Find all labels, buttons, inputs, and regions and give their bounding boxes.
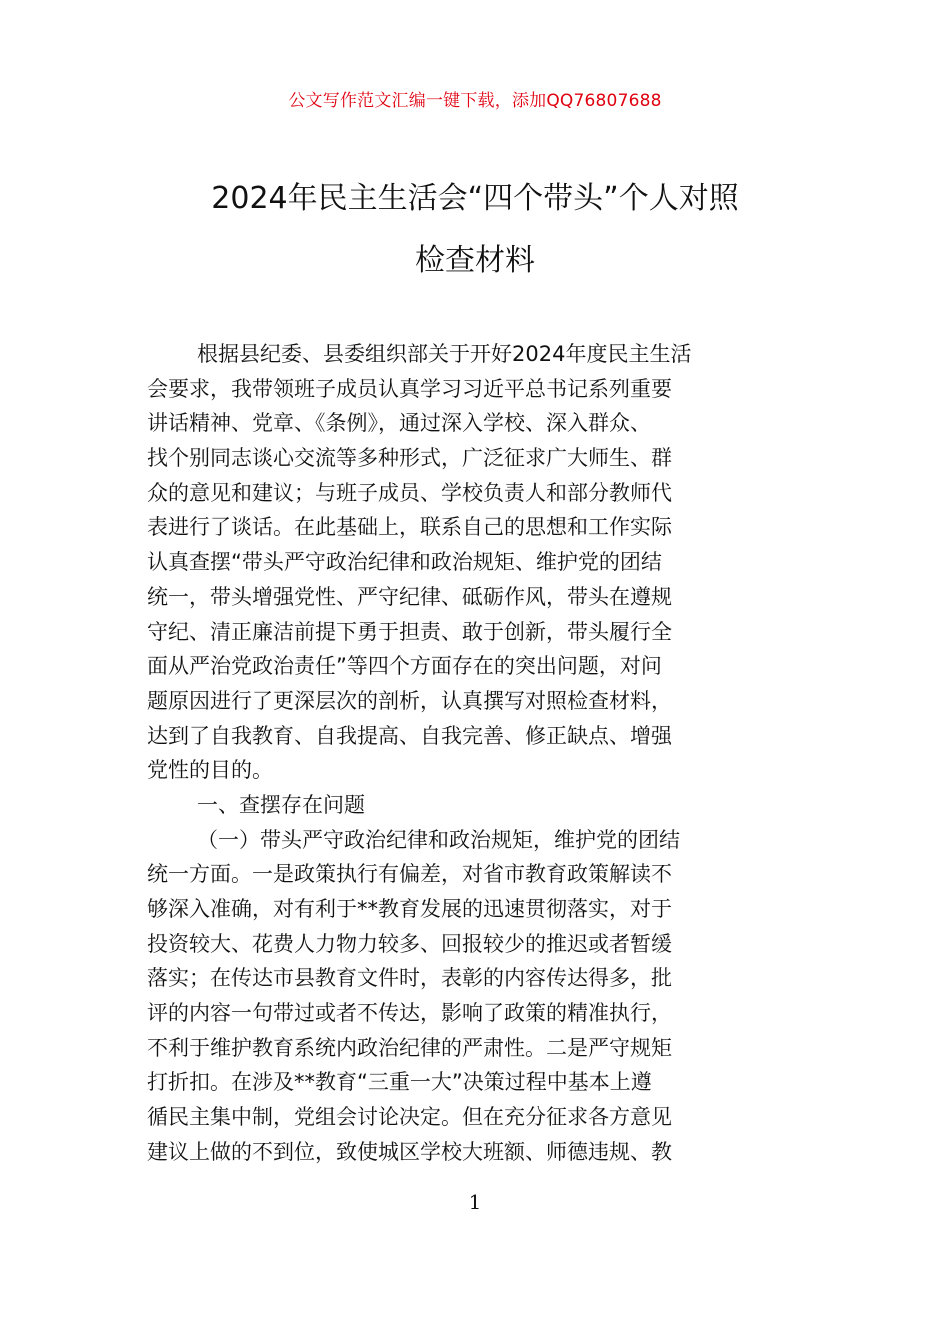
paragraph-line: 众的意见和建议；与班子成员、学校负责人和部分教师代: [147, 480, 672, 505]
paragraph-line: 守纪、清正廉洁前提下勇于担责、敢于创新，带头履行全: [147, 619, 672, 644]
paragraph-line: 不利于维护教育系统内政治纪律的严肃性。二是严守规矩: [147, 1035, 672, 1060]
paragraph-line: 认真查摆“带头严守政治纪律和政治规矩、维护党的团结: [147, 550, 662, 575]
paragraph-line: 达到了自我教育、自我提高、自我完善、修正缺点、增强: [147, 723, 672, 748]
paragraph-line: 循民主集中制，党组会讨论决定。但在充分征求各方意见: [147, 1105, 672, 1130]
header-note: 公文写作范文汇编一键下载，添加QQ76807688: [288, 91, 662, 111]
title-line-1: 2024年民主生活会“四个带头”个人对照: [211, 181, 739, 216]
paragraph-line: 讲话精神、党章、《条例》，通过深入学校、深入群众、: [147, 411, 651, 436]
title-line-2: 检查材料: [415, 243, 535, 278]
paragraph-line: 会要求，我带领班子成员认真学习习近平总书记系列重要: [147, 376, 672, 401]
page-number: 1: [468, 1190, 482, 1214]
paragraph-line: 投资较大、花费人力物力较多、回报较少的推迟或者暂缓: [147, 931, 672, 956]
document-title: [120, 168, 830, 292]
paragraph-line: （一）带头严守政治纪律和政治规矩，维护党的团结: [197, 827, 680, 852]
paragraph-line: 表进行了谈话。在此基础上，联系自己的思想和工作实际: [147, 515, 672, 540]
paragraph-line: 题原因进行了更深层次的剖析，认真撰写对照检查材料，: [147, 688, 672, 713]
section-heading: 一、查摆存在问题: [197, 792, 365, 817]
paragraph-line: 找个别同志谈心交流等多种形式，广泛征求广大师生、群: [147, 446, 672, 471]
paragraph-line: 评的内容一句带过或者不传达，影响了政策的精准执行，: [147, 1001, 672, 1026]
paragraph-line: 党性的目的。: [147, 758, 273, 783]
paragraph-line: 统一，带头增强党性、严守纪律、砥砺作风，带头在遵规: [147, 584, 672, 609]
paragraph-line: 建议上做的不到位，致使城区学校大班额、师德违规、教: [147, 1139, 672, 1164]
document-body: [147, 337, 807, 1170]
paragraph-line: 面从严治党政治责任”等四个方面存在的突出问题，对问: [147, 654, 662, 679]
paragraph-line: 打折扣。在涉及**教育“三重一大”决策过程中基本上遵: [147, 1070, 652, 1095]
paragraph-line: 落实；在传达市县教育文件时，表彰的内容传达得多，批: [147, 966, 672, 991]
paragraph-line: 统一方面。一是政策执行有偏差，对省市教育政策解读不: [147, 862, 672, 887]
paragraph-line: 根据县纪委、县委组织部关于开好2024年度民主生活: [197, 342, 692, 366]
paragraph-line: 够深入准确，对有利于**教育发展的迅速贯彻落实，对于: [147, 897, 672, 921]
